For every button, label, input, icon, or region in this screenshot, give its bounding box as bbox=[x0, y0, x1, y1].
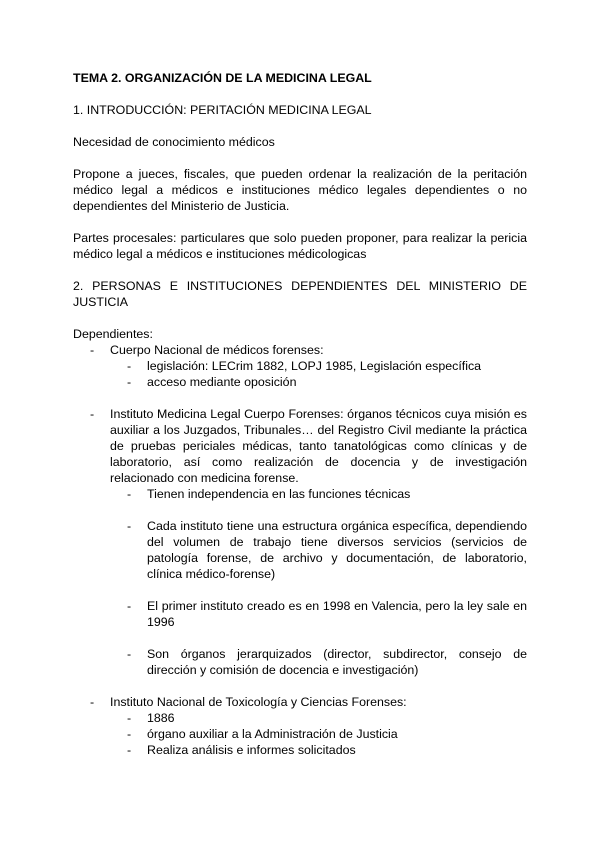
sublist-item-text: Tienen independencia en las funciones técnicas bbox=[147, 487, 411, 501]
list-item-label: Instituto Medicina Legal Cuerpo Forenses: órganos técnicos cuya misión es auxiliar a los Juzgados, Tribunales… del Registro Civil mediante la práctica de pruebas periciales médicas, tanto tanatológicas como clínicas y de laboratorio, así como realización de docencia y de investigación relacionado con medicina forense. bbox=[110, 407, 527, 485]
sublist-item-text: Cada instituto tiene una estructura orgánica específica, dependiendo del volumen de trabajo tiene diversos servicios (servicios de patología forense, de archivo y documentación, de laboratorio, clínica médico-forense) bbox=[147, 519, 527, 581]
document-title: TEMA 2. ORGANIZACIÓN DE LA MEDICINA LEGAL bbox=[73, 71, 372, 85]
sublist-item-text: Son órganos jerarquizados (director, subdirector, consejo de dirección y comisión de docencia e investigación) bbox=[147, 647, 527, 677]
sublist bbox=[110, 358, 527, 390]
sublist-item-text: El primer instituto creado es en 1998 en Valencia, pero la ley sale en 1996 bbox=[147, 599, 527, 629]
section-heading-personas-instituciones: 2. PERSONAS E INSTITUCIONES DEPENDIENTES DEL MINISTERIO DE JUSTICIA bbox=[73, 279, 527, 309]
list-dash: - bbox=[90, 343, 95, 357]
list-item-cuerpo-nacional bbox=[73, 342, 527, 390]
sublist-item bbox=[110, 518, 527, 582]
list-item-label: Cuerpo Nacional de médicos forenses: bbox=[110, 343, 324, 357]
list-dash: - bbox=[90, 695, 95, 709]
sublist-item-text: acceso mediante oposición bbox=[147, 375, 297, 389]
list-dash: - bbox=[90, 407, 95, 421]
sublist-item-text: 1886 bbox=[147, 711, 175, 725]
list-dash: - bbox=[127, 647, 132, 661]
list-dash: - bbox=[127, 743, 132, 757]
sublist-item bbox=[110, 646, 527, 678]
paragraph-partes-procesales: Partes procesales: particulares que solo pueden proponer, para realizar la pericia médico legal a médicos e instituciones médicologicas bbox=[73, 231, 527, 261]
list-item-label: Instituto Nacional de Toxicología y Ciencias Forenses: bbox=[110, 695, 407, 709]
list-dash: - bbox=[127, 359, 132, 373]
list-dash: - bbox=[127, 519, 132, 533]
sublist-item bbox=[110, 374, 527, 390]
paragraph-necesidad: Necesidad de conocimiento médicos bbox=[73, 135, 275, 149]
paragraph-propone: Propone a jueces, fiscales, que pueden ordenar la realización de la peritación médico legal a médicos e instituciones médico legales dependientes o no dependientes del Ministerio de Justicia. bbox=[73, 167, 527, 213]
list-dash: - bbox=[127, 727, 132, 741]
list-item-instituto-toxicologia bbox=[73, 694, 527, 758]
sublist-item-text: Realiza análisis e informes solicitados bbox=[147, 743, 356, 757]
document-content bbox=[73, 70, 527, 758]
sublist-item bbox=[110, 486, 527, 502]
list-dash: - bbox=[127, 487, 132, 501]
dependientes-label: Dependientes: bbox=[73, 327, 153, 341]
sublist-item bbox=[110, 726, 527, 742]
sublist bbox=[110, 486, 527, 678]
sublist-item bbox=[110, 742, 527, 758]
section-heading-introduccion: 1. INTRODUCCIÓN: PERITACIÓN MEDICINA LEGAL bbox=[73, 103, 372, 117]
sublist-item bbox=[110, 358, 527, 374]
sublist-item bbox=[110, 598, 527, 630]
sublist bbox=[110, 710, 527, 758]
list-item-instituto-medicina-legal bbox=[73, 406, 527, 678]
sublist-item-text: órgano auxiliar a la Administración de Justicia bbox=[147, 727, 398, 741]
list-dash: - bbox=[127, 711, 132, 725]
list-dash: - bbox=[127, 599, 132, 613]
dependientes-list bbox=[73, 342, 527, 758]
sublist-item bbox=[110, 710, 527, 726]
list-dash: - bbox=[127, 375, 132, 389]
sublist-item-text: legislación: LECrim 1882, LOPJ 1985, Legislación específica bbox=[147, 359, 482, 373]
